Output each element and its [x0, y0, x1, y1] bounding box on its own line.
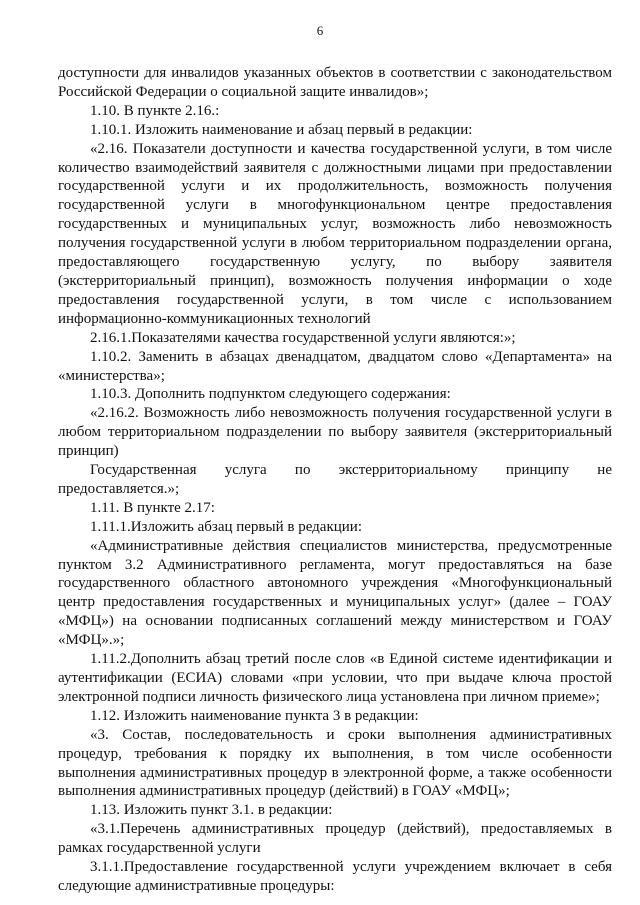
paragraph-2-16-quote: «2.16. Показатели доступности и качества государственной услуги, в том числе количество взаимодействий заявителя с должностными лицами при предоставлении государственной услуги и их продолжительность, возможность получения государственной услуги в многофункциональном центре предоставления государственных и муниципальных услуг, возможность либо невозможность получения государственной услуги в любом территориальном подразделении органа, предоставляющего государственную услугу, по выбору заявителя (экстерриториальный принцип), возможность получения информации о ходе предоставления государственной услуги, в том числе с использованием информационно-коммуникационных технологий — [58, 140, 612, 327]
paragraph-1-11-2: 1.11.2.Дополнить абзац третий после слов «в Единой системе идентификации и аутентификации (ЕСИА) словами «при условии, что при выдаче ключа простой электронной подписи личность физического лица установлена при личном приеме»; — [58, 651, 612, 705]
paragraph-1-10-2: 1.10.2. Заменить в абзацах двенадцатом, двадцатом слово «Департамента» на «министерства»; — [58, 348, 612, 384]
paragraph-1-10-3: 1.10.3. Дополнить подпунктом следующего содержания: — [90, 386, 451, 403]
paragraph-2-16-2-quote: «2.16.2. Возможность либо невозможность получения государственной услуги в любом территориальном подразделении по выбору заявителя (экстерриториальный принцип) — [58, 405, 612, 460]
paragraph-1-11-1: 1.11.1.Изложить абзац первый в редакции: — [90, 518, 362, 535]
paragraph-3-quote: «3. Состав, последовательность и сроки выполнения административных процедур, требования к порядку их выполнения, в том числе особенности выполнения административных процедур в электронной форме, а также особенности выполнения административных процедур (действий) в ГОАУ «МФЦ»; — [58, 726, 612, 800]
paragraph-3-1-quote: «3.1.Перечень административных процедур (действий), предоставляемых в рамках государственной услуги — [58, 821, 612, 857]
paragraph-continuation: доступности для инвалидов указанных объектов в соответствии с законодательством Российской Федерации о социальной защите инвалидов»; — [58, 65, 612, 100]
paragraph-1-11: 1.11. В пункте 2.17: — [90, 499, 215, 516]
paragraph-1-10: 1.10. В пункте 2.16.: — [90, 102, 220, 119]
paragraph-1-12: 1.12. Изложить наименование пункта 3 в редакции: — [90, 707, 419, 724]
page-number: 6 — [316, 23, 324, 38]
paragraph-1-10-1: 1.10.1. Изложить наименование и абзац первый в редакции: — [90, 121, 473, 138]
paragraph-3-1-1: 3.1.1.Предоставление государственной услуги учреждением включает в себя следующие административные процедуры: — [58, 859, 612, 894]
paragraph-extraterritorial: Государственная услуга по экстерриториальному принципу не предоставляется.»; — [58, 462, 612, 497]
paragraph-2-16-1: 2.16.1.Показателями качества государственной услуги являются:»; — [90, 329, 516, 346]
document-body — [58, 64, 612, 896]
paragraph-1-13: 1.13. Изложить пункт 3.1. в редакции: — [90, 802, 333, 819]
paragraph-administrative-actions-quote: «Административные действия специалистов министерства, предусмотренные пунктом 3.2 Административного регламента, могут предоставляться на базе государственного областного автономного учреждения «Многофункциональный центр предоставления государственных и муниципальных услуг» (далее – ГОАУ «МФЦ») на основании подписанных соглашений между министерством и ГОАУ «МФЦ».»; — [58, 537, 612, 649]
